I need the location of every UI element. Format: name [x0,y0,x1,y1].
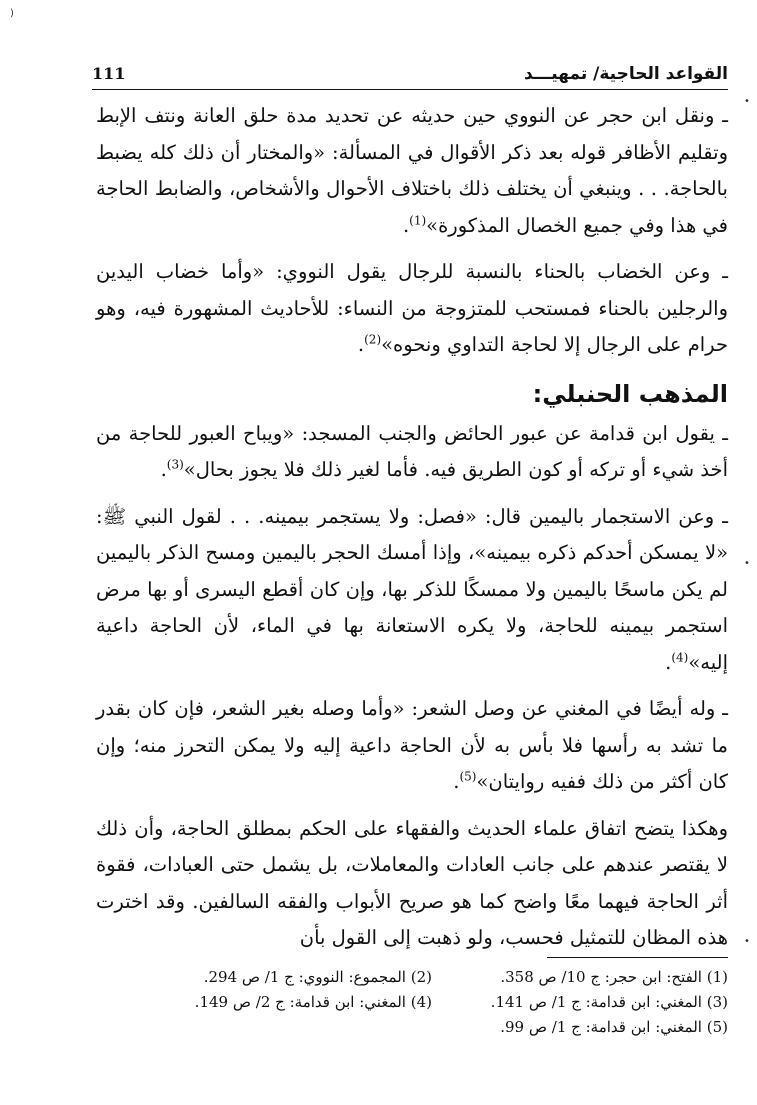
paragraph-2 [96,254,728,364]
running-title: القواعد الحاجية/ تمهيـــد [524,64,728,84]
footnote-5: (5) المغني: ابن قدامة: ج 1/ ص 99. [500,1018,728,1036]
paragraph-2-text: ـ وعن الخضاب بالحناء بالنسبة للرجال يقول النووي: «وأما خضاب اليدين والرجلين بالحناء فمستحب للمتزوجة من النساء: للأحاديث المشهورة فيه، وهو حرام على الرجال إلا لحاجة التداوي ونحوه» [96,260,728,356]
paragraph-4 [96,499,728,682]
paragraph-3-text: ـ يقول ابن قدامة عن عبور الحائض والجنب المسجد: «ويباح العبور للحاجة من أخذ شيء أو تركه أو كون الطريق فيه. فأما لغير ذلك فلا يجوز بحال» [96,421,728,481]
paragraph-6-text: وهكذا يتضح اتفاق علماء الحديث والفقهاء على الحكم بمطلق الحاجة، وأن ذلك لا يقتصر عندهم على جانب العادات والمعاملات، بل يشمل حتى العبادات، فقوة أثر الحاجة فيهما معًا واضح كما هو صريح الأبواب والفقه السالفين. وقد اخترت هذه المظان للتمثيل فحسب، ولو ذهبت إلى القول بأن [96,816,728,949]
paragraph-1-text: ـ ونقل ابن حجر عن النووي حين حديثه عن تحديد مدة حلق العانة ونتف الإبط وتقليم الأظافر قوله بعد ذكر الأقوال في المسألة: «والمختار أن ذلك كله يضبط بالحاجة. . . وينبغي أن يختلف ذلك باختلاف الأحوال والأشخاص، والضابط الحاجة في هذا وفي جميع الخصال المذكورة» [96,104,728,237]
footnote-row [135,1015,728,1040]
scan-artifact: ) [10,8,14,19]
paragraph-5-text: ـ وله أيضًا في المغني عن وصل الشعر: «وأما وصله بغير الشعر، فإن كان بقدر ما تشد به رأسها فلا بأس به لأن الحاجة داعية إليه ولا يمكن التحرز منه؛ وإن كان أكثر من ذلك ففيه روايتان» [96,697,728,793]
paragraph-1-end: . [402,213,410,237]
footnote-1: (1) الفتح: ابن حجر: ج 10/ ص 358. [500,968,728,986]
footnote-4: (4) المغني: ابن قدامة: ج 2/ ص 149. [194,993,432,1011]
scan-dot: • [744,558,750,569]
footnotes [135,965,728,1040]
paragraph-6 [96,811,728,957]
paragraph-4-text: ـ وعن الاستجمار باليمين قال: «فصل: ولا يستجمر بيمينه. . . لقول النبي ﷺ: «لا يمسكن أحدكم ذكره بيمينه»، وإذا أمسك الحجر باليمين ومسح الذكر باليمين لم يكن ماسحًا باليمين ولا ممسكًا للذكر بها، وإن كان أقطع اليسرى أو بها مرض استجمر بيمينه للحاجة، ولا يكره الاستعانة بها في الماء، لأن الحاجة داعية إليه» [96,504,728,674]
paragraph-1 [96,98,728,244]
paragraph-3-end: . [160,458,167,481]
paragraph-3 [96,416,728,489]
footnote-ref-2: (2) [364,332,382,347]
scan-dot: • [744,936,750,947]
footnote-row [135,965,728,990]
page-body [96,98,728,957]
footnote-ref-3: (3) [166,457,184,472]
scan-dot: • [744,96,750,107]
footnote-row [135,990,728,1015]
footnote-ref-1: (1) [409,213,427,227]
paragraph-5-end: . [453,770,460,793]
footnote-ref-4: (4) [671,650,689,664]
footnote-rule [547,957,728,958]
paragraph-5 [96,691,728,801]
paragraph-4-end: . [665,650,672,674]
footnote-ref-5: (5) [459,769,477,784]
page-header [92,58,728,90]
paragraph-2-end: . [357,333,365,356]
section-heading: المذهب الحنبلي: [532,379,728,408]
footnote-3: (3) المغني: ابن قدامة: ج 1/ ص 141. [490,993,728,1011]
footnote-2: (2) المجموع: النووي: ج 1/ ص 294. [203,968,432,986]
header-rule [92,89,728,90]
page-number: 111 [92,64,126,83]
